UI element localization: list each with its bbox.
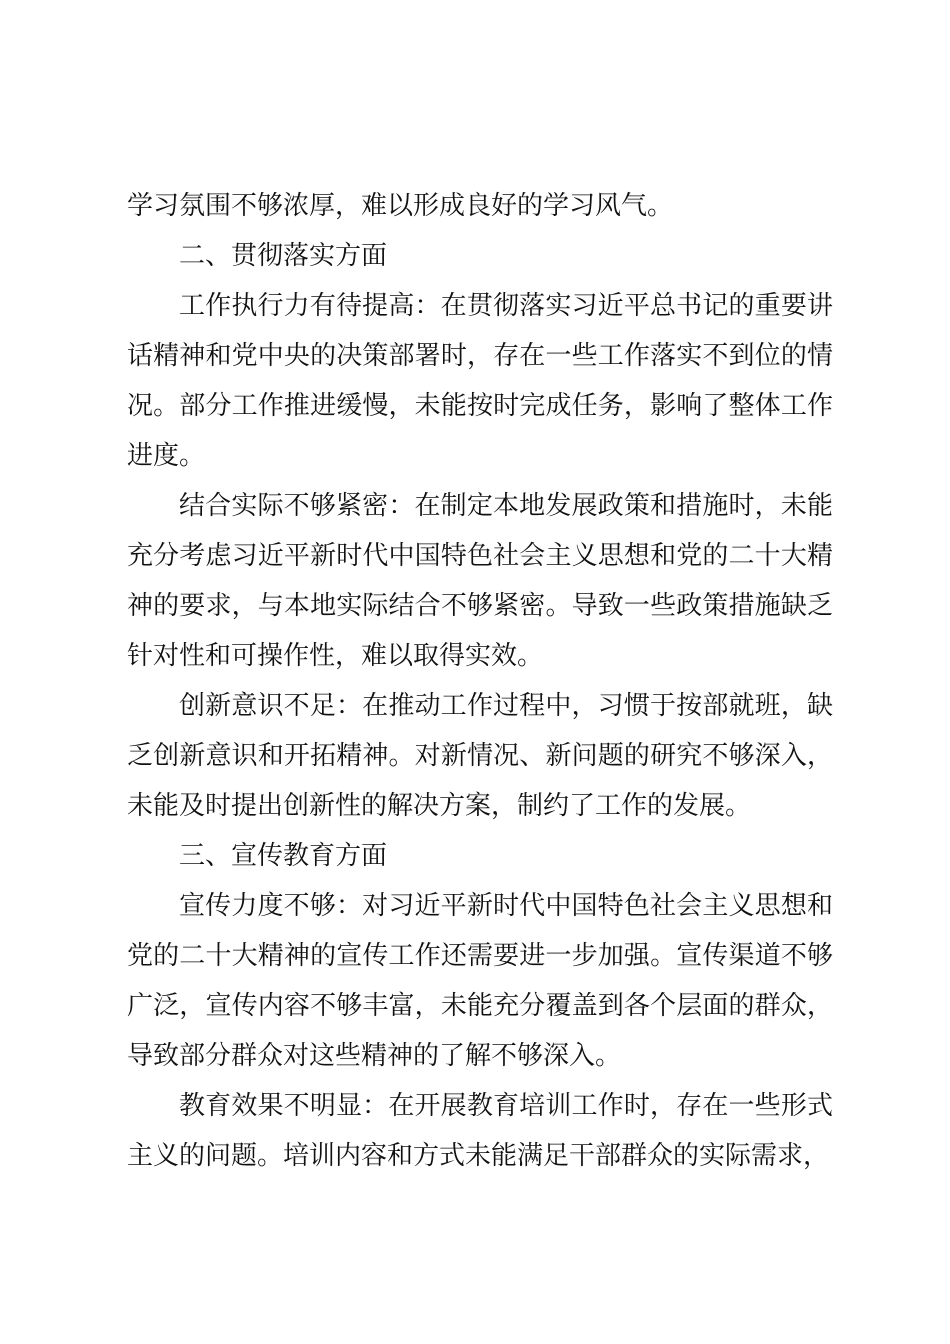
paragraph-execution: 工作执行力有待提高：在贯彻落实习近平总书记的重要讲话精神和党中央的决策部署时，存在一些工作落实不到位的情况。部分工作推进缓慢，未能按时完成任务，影响了整体工作进度。 [127, 291, 833, 471]
paragraph-education-effect: 教育效果不明显：在开展教育培训工作时，存在一些形式主义的问题。培训内容和方式未能满足干部群众的实际需求， [127, 1091, 833, 1171]
paragraph-continuation: 学习氛围不够浓厚，难以形成良好的学习风气。 [127, 191, 674, 221]
paragraph-innovation: 创新意识不足：在推动工作过程中，习惯于按部就班，缺乏创新意识和开拓精神。对新情况、新问题的研究不够深入，未能及时提出创新性的解决方案，制约了工作的发展。 [127, 691, 833, 821]
paragraph-practical-integration: 结合实际不够紧密：在制定本地发展政策和措施时，未能充分考虑习近平新时代中国特色社会主义思想和党的二十大精神的要求，与本地实际结合不够紧密。导致一些政策措施缺乏针对性和可操作性，难以取得实效。 [127, 491, 833, 671]
section-heading-implementation: 二、贯彻落实方面 [179, 241, 388, 271]
section-heading-publicity-education: 三、宣传教育方面 [179, 841, 388, 871]
paragraph-publicity: 宣传力度不够：对习近平新时代中国特色社会主义思想和党的二十大精神的宣传工作还需要进一步加强。宣传渠道不够广泛，宣传内容不够丰富，未能充分覆盖到各个层面的群众，导致部分群众对这些精神的了解不够深入。 [127, 891, 833, 1071]
document-body [127, 181, 833, 1181]
